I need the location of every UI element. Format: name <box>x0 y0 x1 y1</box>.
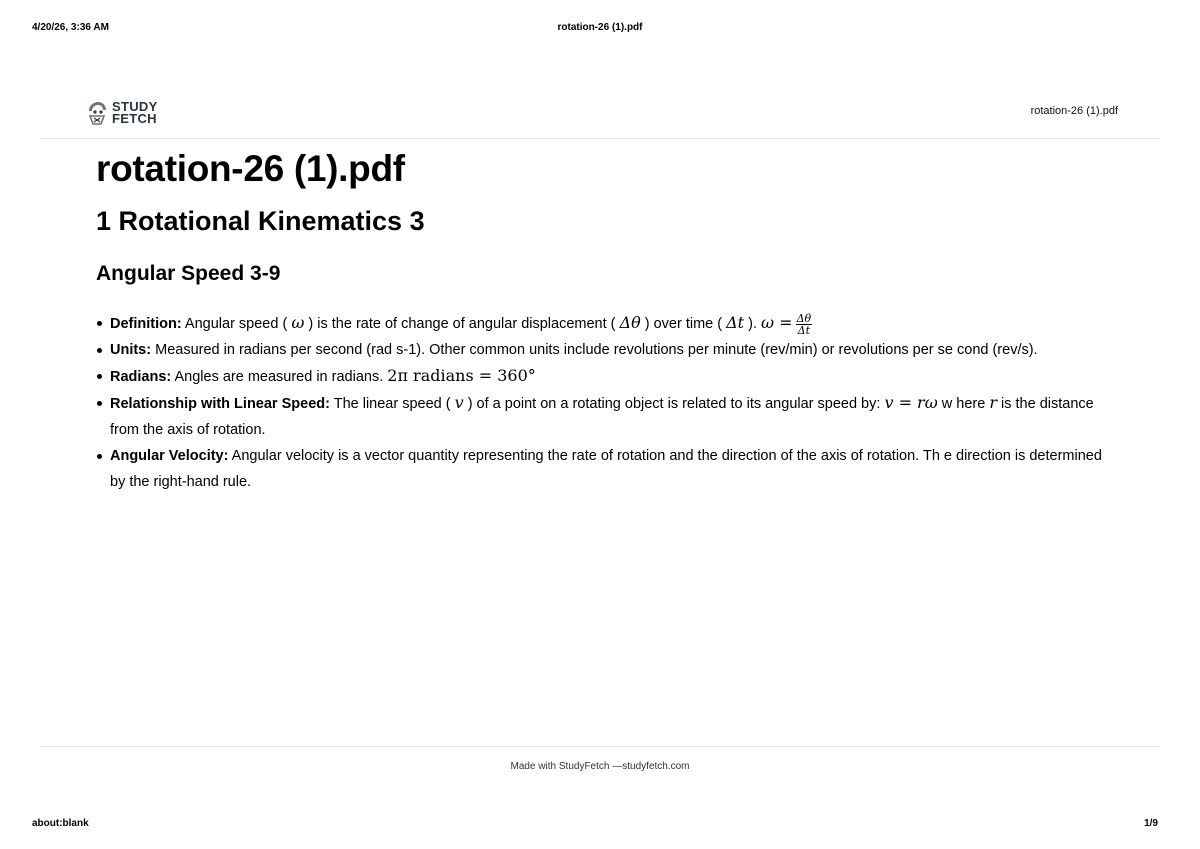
subsection-heading: Angular Speed 3-9 <box>96 262 281 285</box>
item-text: Angles are measured in radians. <box>171 369 388 385</box>
math-delta-theta: Δθ <box>619 313 641 332</box>
math-omega: ω <box>291 313 305 332</box>
item-text: ) of a point on a rotating object is related to its angular speed by: <box>463 396 885 412</box>
section-heading: 1 Rotational Kinematics 3 <box>96 206 425 236</box>
logo-line-2: FETCH <box>112 111 157 126</box>
math-fraction <box>796 313 813 336</box>
fraction-numerator: Δθ <box>796 311 812 325</box>
item-text: Measured in radians per second (rad s-1). Other common units include revolutions per minute (rev/min) or revolutions per se cond (rev/s). <box>151 342 1038 358</box>
list-item-units <box>110 337 1116 363</box>
print-title: rotation-26 (1).pdf <box>557 22 643 33</box>
math-r: r <box>989 393 997 412</box>
list-item-angular-velocity <box>110 443 1116 495</box>
item-text: Angular speed ( <box>181 316 292 332</box>
document-content <box>96 140 1116 495</box>
print-url: about:blank <box>32 818 89 829</box>
page-number: 1/9 <box>1144 818 1158 829</box>
dog-logo-icon <box>86 100 108 126</box>
item-text: Angular velocity is a vector quantity representing the rate of rotation and the direction of the axis of rotation. Th e direction is determined by the right-hand rule. <box>110 448 1102 490</box>
item-text: ) over time ( <box>640 316 727 332</box>
made-with-link[interactable]: Made with StudyFetch —studyfetch.com <box>510 761 690 772</box>
item-text: w here <box>937 396 990 412</box>
list-item-radians <box>110 363 1116 390</box>
term-label: Definition: <box>110 316 182 332</box>
item-text: The linear speed ( <box>329 396 455 412</box>
print-footer <box>0 818 1200 832</box>
math-v-equals-r-omega: v = rω <box>884 393 938 412</box>
footer-divider <box>40 746 1160 747</box>
item-text: is the distance from the axis of rotation. <box>110 396 1094 438</box>
math-delta-t: Δt <box>726 313 745 332</box>
logo-wordmark <box>112 101 158 125</box>
print-header <box>0 22 1200 36</box>
math-omega-equals: ω = <box>761 313 793 332</box>
fraction-denominator: Δt <box>797 323 811 337</box>
term-label: Units: <box>110 342 152 358</box>
logo-line-1: STUDY <box>112 99 158 114</box>
header-file-name: rotation-26 (1).pdf <box>1030 105 1118 117</box>
item-text: ) is the rate of change of angular displacement ( <box>304 316 620 332</box>
bullet-list <box>96 310 1116 495</box>
term-label: Radians: <box>110 369 172 385</box>
list-item-definition <box>110 310 1116 337</box>
page-title: rotation-26 (1).pdf <box>96 148 405 189</box>
term-label: Relationship with Linear Speed: <box>110 396 330 412</box>
item-text: ). <box>744 316 762 332</box>
print-datetime: 4/20/26, 3:36 AM <box>32 22 109 33</box>
math-v: v <box>454 393 464 412</box>
brand-bar <box>40 98 1160 139</box>
list-item-linear-speed <box>110 390 1116 443</box>
math-radians-equation: 2π radians = 360° <box>387 366 536 385</box>
term-label: Angular Velocity: <box>110 448 229 464</box>
studyfetch-logo[interactable] <box>86 100 158 126</box>
